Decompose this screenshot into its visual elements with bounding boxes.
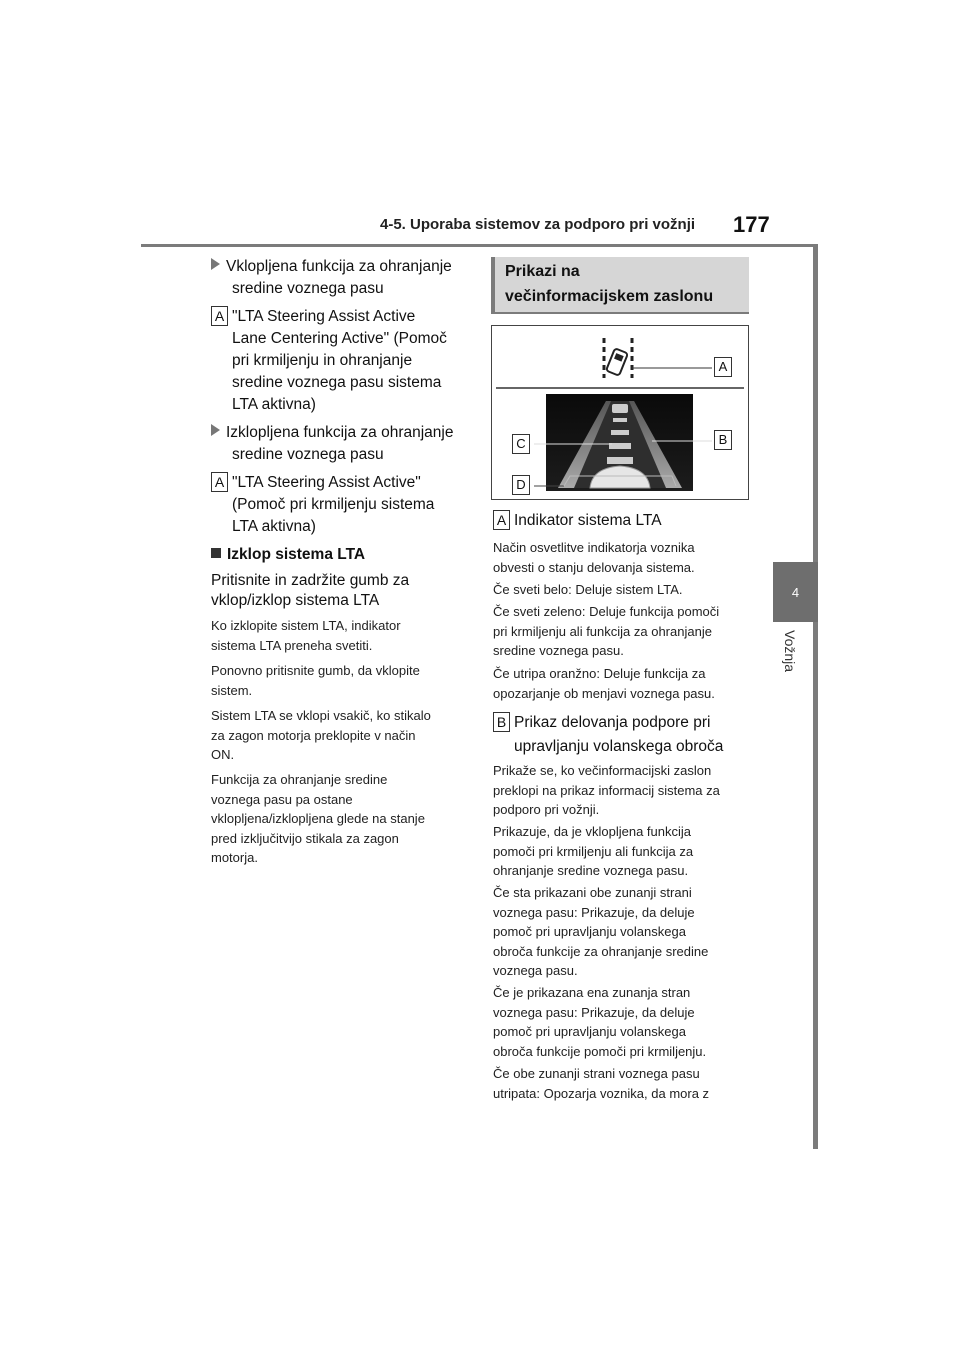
para-b5: [493, 1064, 709, 1103]
para-line: voznega pasu: Prikazuje, da deluje: [493, 904, 695, 920]
para-line: Če sta prikazani obe zunanji strani: [493, 885, 692, 900]
heading-rule: [491, 312, 749, 314]
chapter-number: 4: [791, 584, 800, 600]
para-line: opozarjanje ob menjavi voznega pasu.: [493, 685, 715, 701]
para-line: preklopi na prikaz informacij sistema za: [493, 782, 720, 798]
para-a3: [493, 602, 719, 661]
para-line: utripata: Opozarja voznika, da mora z: [493, 1085, 710, 1101]
item-title: upravljanju volanskega obroča: [514, 738, 724, 755]
page-number: 177: [733, 212, 770, 237]
item-title: Indikator sistema LTA: [514, 512, 662, 529]
note-line: pred izključitvijo stikala za zagon: [211, 830, 399, 846]
side-rail: [813, 244, 818, 1149]
para-line: Prikazuje, da je vklopljena funkcija: [493, 824, 691, 839]
note-line: sistem.: [211, 682, 253, 698]
para-line: pomoč pri upravljanju volanskega: [493, 924, 686, 939]
item-line: "LTA Steering Assist Active": [232, 474, 421, 491]
item-line: Lane Centering Active" (Pomoč: [232, 330, 447, 347]
note-line: Ponovno pritisnite gumb, da vklopite: [211, 663, 420, 678]
bullet-line: sredine voznega pasu: [232, 280, 384, 297]
para-b1: [493, 761, 720, 820]
para-line: Če utripa oranžno: Deluje funkcija za: [493, 666, 706, 681]
label-a-box: A: [211, 306, 228, 326]
note-3: [211, 706, 431, 765]
chapter-tab: [773, 562, 818, 622]
note-line: motorja.: [211, 850, 258, 865]
heading-line: Prikazi na: [505, 263, 580, 280]
note-line: voznega pasu pa ostane: [211, 791, 353, 807]
note-line: Funkcija za ohranjanje sredine: [211, 772, 388, 787]
para-line: ohranjanje sredine voznega pasu.: [493, 863, 689, 878]
para-line: Če je prikazana ena zunanja stran: [493, 985, 691, 1000]
item-line: LTA aktivna): [232, 518, 316, 535]
figure-label-a: A: [714, 357, 732, 377]
para-line: obroča funkcije pomoči pri krmiljenju.: [493, 1043, 707, 1059]
para-line: Če sveti belo: Deluje sistem LTA.: [493, 582, 683, 597]
section-title: 4-5. Uporaba sistemov za podporo pri vožnji: [380, 216, 696, 233]
item-line: (Pomoč pri krmiljenju sistema: [232, 496, 435, 513]
figure-label-b: B: [714, 430, 732, 450]
para-line: pomoč pri upravljanju volanskega: [493, 1024, 686, 1039]
item-line: sredine voznega pasu sistema: [232, 374, 442, 391]
bullet-line: Vklopljena funkcija za ohranjanje: [226, 258, 452, 275]
item-line: LTA aktivna): [232, 396, 316, 413]
para-a2: [493, 580, 683, 600]
note-4: [211, 770, 425, 868]
para-line: voznega pasu.: [493, 963, 578, 978]
note-line: ON.: [211, 747, 235, 762]
item-b-steering-display: [493, 711, 723, 759]
para-line: Če obe zunanji strani voznega pasu: [493, 1066, 700, 1081]
subheading-text: Izklop sistema LTA: [227, 546, 366, 563]
item-line: "LTA Steering Assist Active: [232, 308, 416, 325]
note-line: Sistem LTA se vklopi vsakič, ko stikalo: [211, 708, 431, 723]
para-line: sredine voznega pasu.: [493, 643, 624, 658]
triangle-bullet-icon: [211, 424, 220, 436]
para-line: obvesti o stanju delovanja sistema.: [493, 559, 695, 575]
item-a-indicator: [493, 509, 662, 533]
triangle-bullet-icon: [211, 258, 220, 270]
para-line: Prikaže se, ko večinformacijski zaslon: [493, 763, 712, 778]
figure-label-d: D: [512, 475, 530, 495]
note-line: za zagon motorja preklopite v način: [211, 727, 416, 743]
bullet-lane-centering-on: [211, 256, 452, 300]
note-1: [211, 616, 401, 655]
bullet-line: Izklopljena funkcija za ohranjanje: [226, 424, 454, 441]
display-illustration: [491, 325, 749, 500]
para-line: podporo pri vožnji.: [493, 802, 600, 817]
instruction: [211, 571, 409, 611]
chapter-label: Vožnja: [782, 630, 798, 673]
note-line: vklopljena/izklopljena glede na stanje: [211, 811, 425, 826]
bullet-line: sredine voznega pasu: [232, 446, 384, 463]
item-a-steering: [211, 472, 434, 538]
para-a4: [493, 664, 715, 703]
label-a-box: A: [211, 472, 228, 492]
subheading-lta-off: [211, 546, 365, 564]
para-line: pri krmiljenju ali funkcija za ohranjanje: [493, 623, 712, 639]
para-line: Način osvetlitve indikatorja voznika: [493, 540, 695, 555]
header-rule: [141, 244, 818, 247]
lta-indicator-icon: [604, 338, 632, 378]
para-b3: [493, 883, 708, 981]
square-bullet-icon: [211, 548, 221, 558]
para-line: obroča funkcije za ohranjanje sredine: [493, 943, 709, 959]
item-title: Prikaz delovanja podpore pri: [514, 714, 711, 731]
note-line: Ko izklopite sistem LTA, indikator: [211, 618, 401, 633]
item-line: pri krmiljenju in ohranjanje: [232, 352, 413, 369]
para-b4: [493, 983, 706, 1061]
section-heading: [491, 257, 749, 313]
item-a-active: [211, 306, 447, 416]
para-line: voznega pasu: Prikazuje, da deluje: [493, 1004, 695, 1020]
display-illustration-svg: [492, 326, 748, 499]
instruction-line: vklop/izklop sistema LTA: [211, 592, 380, 609]
instruction-line: Pritisnite in zadržite gumb za: [211, 572, 410, 589]
para-b2: [493, 822, 693, 881]
note-line: sistema LTA preneha svetiti.: [211, 637, 373, 653]
para-a1: [493, 538, 695, 577]
bullet-lane-centering-off: [211, 422, 453, 466]
note-2: [211, 661, 420, 700]
label-b-box: B: [493, 712, 510, 732]
heading-line: večinformacijskem zaslonu: [505, 288, 714, 305]
para-line: Če sveti zeleno: Deluje funkcija pomoči: [493, 604, 720, 619]
figure-label-c: C: [512, 434, 530, 454]
para-line: pomoči pri krmiljenju ali funkcija za: [493, 843, 694, 859]
label-a-box: A: [493, 510, 510, 530]
